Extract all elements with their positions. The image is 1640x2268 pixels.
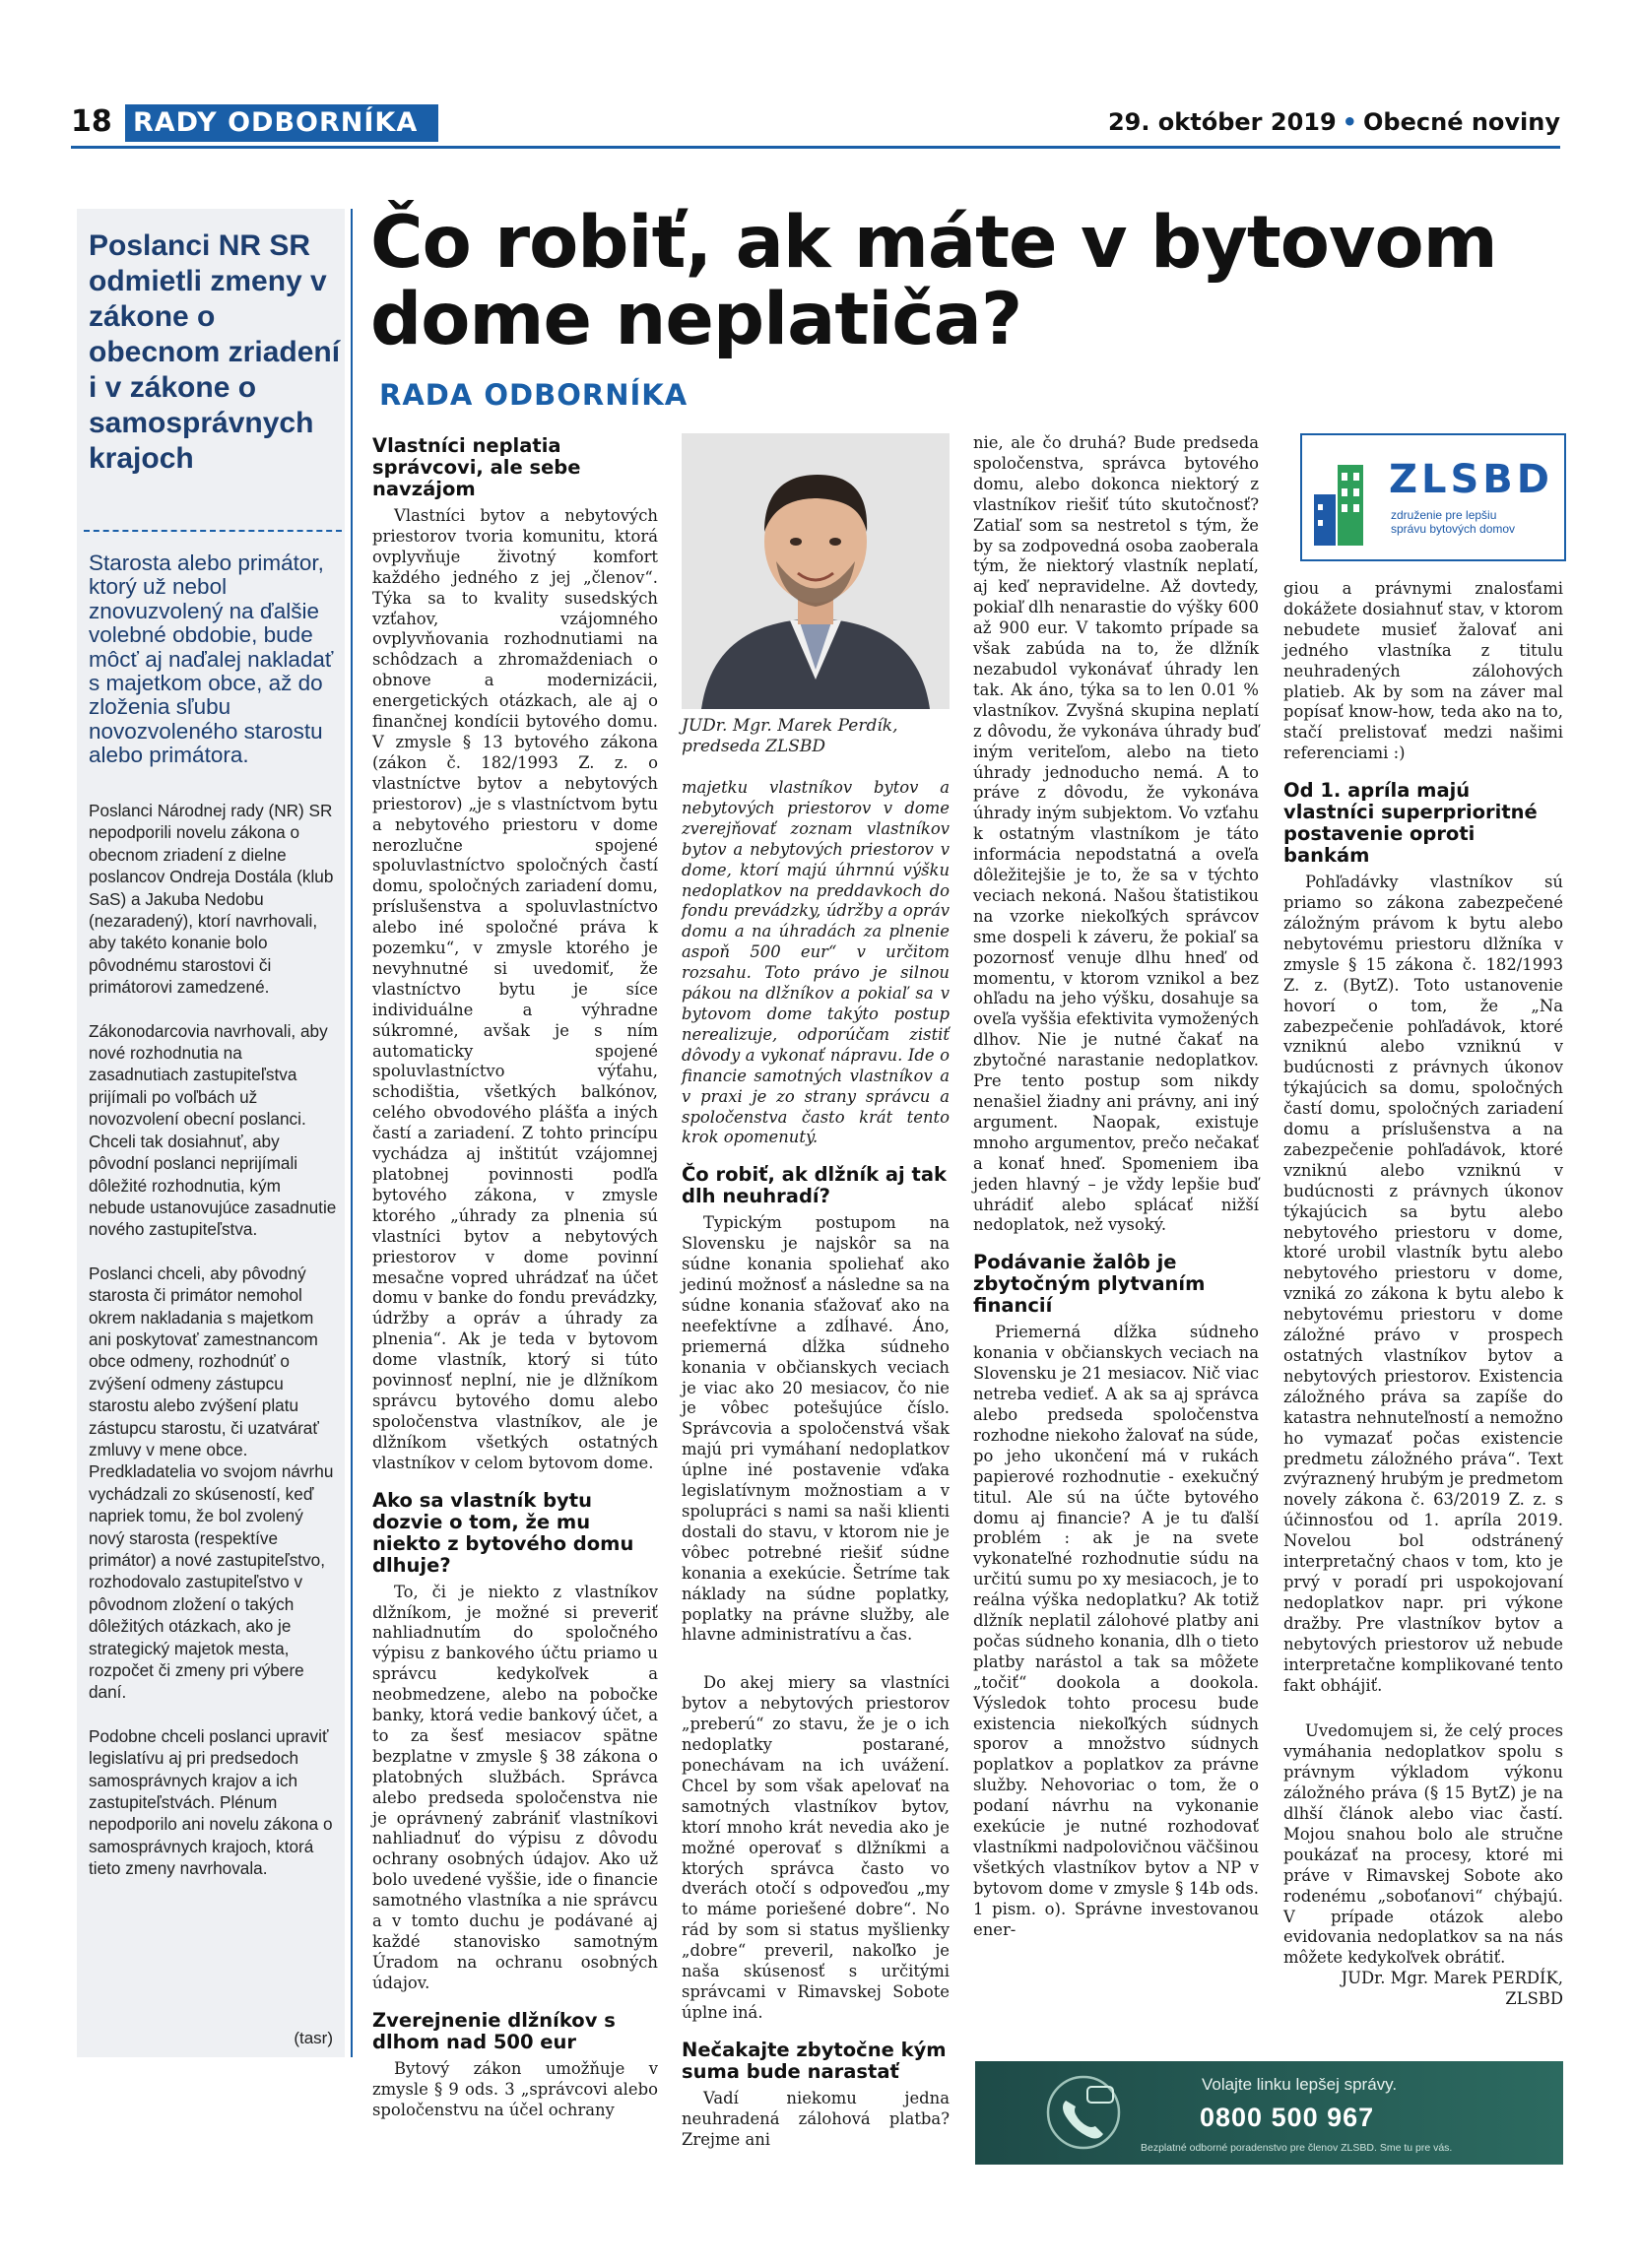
article-headline: Čo robiť, ak máte v bytovom dome neplatiča? bbox=[370, 201, 1497, 361]
subheading: Vlastníci neplatia správcovi, ale sebe navzájom bbox=[372, 434, 581, 500]
article-kicker: RADA ODBORNÍKA bbox=[379, 378, 689, 412]
paragraph: Typickým postupom na Slovensku je najskôr sa na súdne konania spoliehať ako jedinú možnosť a následne sa na súdne konania sťažovať ako na neefektívne a zdĺhavé. Áno, priemerná dĺžka súdneho konania v občianskych veciach je viac ako 20 mesiacov, čo nie je vôbec potešujúce číslo. Správcovia a spoločenstvá však majú pri vymáhaní nedoplatkov úplne iné postavenie vďaka legislatívnym možnostiam a v spolupráci s nami sa naši klienti dostali do stavu, v ktorom nie je vôbec potrebné riešiť súdne konania a exekúcie. Šetríme tak náklady na súdne poplatky, poplatky na právne služby, ale hlavne administratívu a čas. bbox=[682, 1213, 950, 1645]
paragraph: To, či je niekto z vlastníkov dlžníkom, je možné si preveriť nahliadnutím do spoločného výpisu z bankového účtu priamo u správcu kedykoľvek a neobmedzene, alebo na pobočke banky, ktorá vedie bankový účet, a to za šesť mesiacov spätne bezplatne v zmysle § 38 zákona o platobných službách. Správca alebo predseda spoločenstva nie je oprávnený zabrániť vlastníkovi nahliadnuť do výpisu z dôvodu ochrany osobných údajov. Ako už bolo uvedené vyššie, ide o financie samotného vlastníka a nie správcu a v tomto duchu je podávané aj každé stanovisko samotným Úradom na ochranu osobných údajov. bbox=[372, 1582, 658, 1992]
paragraph: Vadí niekomu jedna neuhradená zálohová platba? Zrejme ani bbox=[682, 2088, 950, 2149]
logo-tagline-line: združenie pre lepšiu bbox=[1391, 508, 1497, 522]
photo-caption: JUDr. Mgr. Marek Perdík, predseda ZLSBD bbox=[682, 716, 898, 756]
paragraph: Priemerná dĺžka súdneho konania v občianskych veciach na Slovensku je 21 mesiacov. Nič viac netreba vedieť. A ak sa aj správca alebo predseda spoločenstva rozhodne niekoho žalovať na súde, po jeho ukončení má v rukách papierové rozhodnutie - exekučný titul. Ale sú na účte bytového domu aj financie? A je tu ďalší problém : ak je na svete vykonateľné rozhodnutie súdu na určitú sumu po xy mesiacoch, je to reálna výška nedoplatku? Ak totiž dlžník neplatil zálohové platby ani počas súdneho konania, dlh o tieto platby narástol a tak sa môžete „točiť“ dookola a dookola. Výsledok tohto procesu bude existencia niekoľkých súdnych sporov a množstvo súdnych poplatkov a poplatkov za právne služby. Nehovoriac o tom, že o podaní návrhu na vykonanie exekúcie je nutné rozhodovať vlastníkmi nadpolovičnou väčšinou všetkých vlastníkov bytov a NP v bytovom dome v zmysle § 14b ods. 1 pism. o). Správne investovanou ener- bbox=[973, 1323, 1260, 1939]
paragraph: Pohľadávky vlastníkov sú priamo so zákona zabezpečené záložným právom k bytu alebo nebytovému priestoru dlžníka v zmysle § 15 zákona č. 182/1993 Z. z. (BytZ). Toto ustanovenie hovorí o tom, že „Na zabezpečenie pohľadávok, ktoré vzniknú alebo vzniknú v budúcnosti z právnych úkonov týkajúcich sa domu, spoločných častí domu, spoločných zariadení domu a príslušenstva a na zabezpečenie pohľadávok, ktoré vzniknú alebo vzniknú v budúcnosti z právnych úkonov týkajúcich sa bytu alebo nebytového priestoru v dome, ktoré urobil vlastník bytu alebo nebytového priestoru v dome, vzniká zo zákona k bytu alebo k nebytovému priestoru v dome záložné právo v prospech ostatných vlastníkov bytov a nebytových priestorov. Existencia záložného práva sa zapíše do katastra nehnuteľností a nemožno ho vymazať počas existencie predmetu záložného práva“. Text zvýraznený hrubým je predmetom novely zákona č. 63/2019 Z. z. s účinnosťou od 1. apríla 2019. Novelou bol odstránený interpretačný chaos v tom, kto je prvý v poradí pri uspokojovaní nedoplatkov napr. pri výkone dražby. Pre vlastníkov bytov a nebytových priestorov už nebude interpretačne komplikované tento fakt obhájiť. bbox=[1283, 873, 1563, 1695]
subheading: Nečakajte zbytočne kým suma bude narastať bbox=[682, 2038, 947, 2083]
author-photo bbox=[682, 433, 950, 709]
section-label: RADY ODBORNÍKA bbox=[125, 104, 438, 142]
article-column-3 bbox=[973, 433, 1259, 1941]
logo-tagline bbox=[1391, 508, 1515, 536]
portrait-illustration bbox=[682, 433, 950, 709]
paragraph: majetku vlastníkov bytov a nebytových priestorov v dome zverejňovať zoznam vlastníkov bytov a nebytových priestorov v dome, ktorí majú úhrnnú výšku nedoplatkov na preddavkoch do fondu prevádzky, údržby a opráv domu a na úhradách za plnenie aspoň 500 eur“ v určitom rozsahu. Toto právo je silnou pákou na dlžníkov a pokiaľ sa v bytovom dome takýto postup nerealizuje, odporúčam zistiť dôvody a vykonať nápravu. Ide o financie samotných vlastníkov a v praxi je zo strany správcu a spoločenstva často krát tento krok opomenutý. bbox=[682, 778, 950, 1147]
hotline-banner bbox=[975, 2061, 1563, 2165]
subheading: Ako sa vlastník bytu dozvie o tom, že mu niekto z bytového domu dlhuje? bbox=[372, 1488, 634, 1577]
article-column-4 bbox=[1283, 579, 1563, 2010]
article-column-2 bbox=[682, 778, 950, 2150]
subheading: Od 1. apríla majú vlastníci superprioritné postavenie oproti bankám bbox=[1283, 779, 1538, 868]
banner-phone: 0800 500 967 bbox=[1200, 2103, 1375, 2132]
article-column-1 bbox=[372, 433, 658, 2120]
sidebar-paragraph: Poslanci chceli, aby pôvodný starosta či primátor nemohol okrem nakladania s majetkom ani poskytovať zamestnancom obce odmeny, rozhodnúť o zvýšení odmeny zástupcu starostu alebo zvýšení platu zástupcu starostu, či uzatvárať zmluvy v mene obce. Predkladatelia vo svojom návrhu vychádzali zo skúseností, keď napriek tomu, že bol zvolený nový starosta (respektíve primátor) a nové zastupiteľstvo, rozhodovalo zastupiteľstvo v pôvodnom zložení o takých dôležitých otázkach, ako je strategický majetok mesta, rozpočet či zmeny pri výbere daní. bbox=[89, 1263, 334, 1703]
header-rule bbox=[71, 146, 1560, 149]
separator-dot: • bbox=[1342, 108, 1358, 136]
sidebar-body bbox=[89, 800, 339, 1902]
sidebar-paragraph: Zákonodarcovia navrhovali, aby nové rozhodnutia na zasadnutiach zastupiteľstva prijímali po voľbách už novozvolení obecní poslanci. Chceli tak dosiahnuť, aby pôvodní poslanci neprijímali dôležité rozhodnutia, kým nebude ustanovujúce zasadnutie nového zastupiteľstva. bbox=[89, 1020, 337, 1240]
paragraph: Vlastníci bytov a nebytových priestorov tvoria komunitu, ktorá ovplyvňuje životný komfort každého jedného z jej „členov“. Týka sa to kvality susedských vzťahov, vzájomného ovplyvňovania rozhodnutiami na schôdzach a zhromaždeniach o obnove a modernizácii, energetických otázkach, ale aj o finančnej kondícii bytového domu. V zmysle § 13 bytového zákona (zákon č. 182/1993 Z. z. o vlastníctve bytov a nebytových priestorov) „je s vlastníctvom bytu a nebytového priestoru v dome nerozlučne spojené spoluvlastníctvo spoločných častí domu, spoločných zariadení domu, príslušenstva a spoluvlastníctvo alebo iné spoločné práva k pozemku“, v zmysle ktorého je nevyhnutné si uvedomiť, že vlastníctvo bytu je síce individuálne a výhradne súkromné, avšak je s ním automaticky spojené spoluvlastníctvo výťahu, schodištia, všetkých balkónov, celého obvodového plášťa a iných častí a zariadení. Z tohto princípu vychádza aj inštitút vzájomnej platobnej povinnosti podľa bytového zákona, v zmysle ktorého „úhrady za plnenia sú vlastníci bytov a nebytových priestorov v dome povinní mesačne vopred uhrádzať na účet domu v banke do fondu prevádzky, údržby a opráv a úhrady za plnenia“. Ak je teda v bytovom dome vlastník, ktorý si túto povinnosť neplní, nie je dlžníkom správcu bytového domu alebo spoločenstva vlastníkov, ale je dlžníkom všetkých ostatných vlastníkov v celom bytovom dome. bbox=[372, 506, 658, 1472]
paragraph: Uvedomujem si, že celý proces vymáhania nedoplatkov spolu s právnym výkladom výkonu záložného práva (§ 15 BytZ) je na dlhší článok alebo viac častí. Mojou snahou bolo ale stručne poukázať na procesy, ktoré mi práve v Rimavskej Sobote ako rodenému „soboťanovi“ chýbajú. V prípade otázok alebo evidovania nedoplatkov sa na nás môžete kedykoľvek obrátiť. bbox=[1283, 1721, 1563, 1968]
subheading: Podávanie žalôb je zbytočným plytvaním financií bbox=[973, 1251, 1206, 1318]
sidebar-headline: Poslanci NR SR odmietli zmeny v zákone o obecnom zriadení i v zákone o samosprávnych krajoch bbox=[89, 229, 341, 475]
author-organization: ZLSBD bbox=[1505, 1989, 1563, 2009]
banner-note: Bezplatné odborné poradenstvo pre členov ZLSBD. Sme tu pre vás. bbox=[1141, 2142, 1453, 2154]
sidebar-lead: Starosta alebo primátor, ktorý už nebol znovuzvolený na ďalšie volebné obdobie, bude môcť aj naďalej nakladať s majetkom obce, až do zloženia sľubu novozvoleného starostu alebo primátora. bbox=[89, 551, 334, 768]
dateline bbox=[1108, 108, 1560, 136]
paragraph: nie, ale čo druhá? Bude predseda spoločenstva, správca bytového domu, alebo dokonca niektorý z vlastníkov riešiť túto skutočnosť? Zatiaľ som sa nestretol s tým, že by sa zodpovedná osoba zaoberala tým, že niektorý vlastník neplatí, aj keď nepravidelne. Až dovtedy, pokiaľ dlh nenarastie do výšky 600 až 900 eur. V takomto prípade sa však zabúda na to, že dlžník nezabudol vykonávať úhrady len tak. Ak áno, týka sa to len 0.01 % vlastníkov. Zvyšná skupina neplatí z dôvodu, že vykonáva úhrady buď iným veriteľom, alebo na tieto úhrady jednoducho nemá. A to práve z dôvodu, že vykonáva úhrady iným subjektom. Vo vzťahu k ostatným vlastníkom je táto informácia nepodstatná a oveľa dôležitejšie je to, že sa v týchto veciach nekoná. Našou štatistikou na vzorke niekoľkých správcov sme dospeli k záveru, že pokiaľ sa pozornosť venuje dlhu hneď od momentu, v ktorom vznikol a bez ohľadu na jeho výšku, dosahuje sa oveľa vyššia efektivita vymožených dlhov. Nie je nutné čakať na zbytočné narastanie nedoplatkov. Pre tento postup som nikdy nenašiel žiadny ani právny, ani iný argument. Naopak, existuje mnoho argumentov, prečo nečakať a konať hneď. Spomeniem iba jeden hlavný – je vždy lepšie buď uhrádiť alebo splácať nižší nedoplatok, než vysoký. bbox=[973, 433, 1259, 1235]
sidebar-divider bbox=[84, 530, 342, 532]
paragraph: Bytový zákon umožňuje v zmysle § 9 ods. 3 „správcovi alebo spoločenstvu na účel ochrany bbox=[372, 2058, 658, 2119]
banner-title: Volajte linku lepšej správy. bbox=[1202, 2075, 1398, 2094]
zlsbd-logo bbox=[1300, 433, 1566, 561]
logo-tagline-line: správu bytových domov bbox=[1391, 522, 1516, 536]
paragraph: Do akej miery sa vlastníci bytov a nebytových priestorov „preberú“ zo stavu, že je o ich nedoplatky postarané, ponechávam na ich uvážení. Chcel by som však apelovať na samotných vlastníkov bytov, ktorí mnoho krát nevedia ako je možné operovať s dlžníkmi a ktorých správca často vo dverách otočí s odpoveďou „my to máme poriešené dobre“. No rád by som si status myšlienky „dobre“ preveril, nakoľko je naša skúsenosť s určitými správcami v Rimavskej Sobote úplne iná. bbox=[682, 1673, 950, 2022]
publication-name: Obecné noviny bbox=[1363, 108, 1560, 136]
issue-date: 29. október 2019 bbox=[1107, 108, 1337, 136]
page-number: 18 bbox=[71, 104, 112, 139]
sidebar-source: (tasr) bbox=[294, 2029, 333, 2047]
sidebar-paragraph: Podobne chceli poslanci upraviť legislatívu aj pri predsedoch samosprávnych krajov a ich zastupiteľstvách. Plénum nepodporilo ani novelu zákona o samosprávnych krajoch, ktorá tieto zmeny navrhovala. bbox=[89, 1725, 333, 1879]
sidebar-paragraph: Poslanci Národnej rady (NR) SR nepodporili novelu zákona o obecnom zriadení z dielne poslancov Ondreja Dostála (klub SaS) a Jakuba Nedobu (nezaradený), ktorí navrhovali, aby takéto konanie bolo pôvodnému starostovi či primátorovi zamedzené. bbox=[89, 801, 334, 998]
author-signature: JUDr. Mgr. Marek PERDÍK, bbox=[1341, 1969, 1563, 1988]
paragraph: giou a právnymi znalosťami dokážete dosiahnuť stav, v ktorom nebudete musieť žalovať ani jedného vlastníka z titulu neuhradených zálohových platieb. Ak by som na záver mal popísať know-how, teda ako na to, stačí prelistovať medzi našimi referenciami :) bbox=[1283, 579, 1563, 763]
subheading: Čo robiť, ak dlžník aj tak dlh neuhradí? bbox=[682, 1163, 947, 1208]
logo-wordmark: ZLSBD bbox=[1389, 457, 1553, 502]
subheading: Zverejnenie dlžníkov s dlhom nad 500 eur bbox=[372, 2008, 616, 2053]
column-divider bbox=[351, 209, 353, 2057]
